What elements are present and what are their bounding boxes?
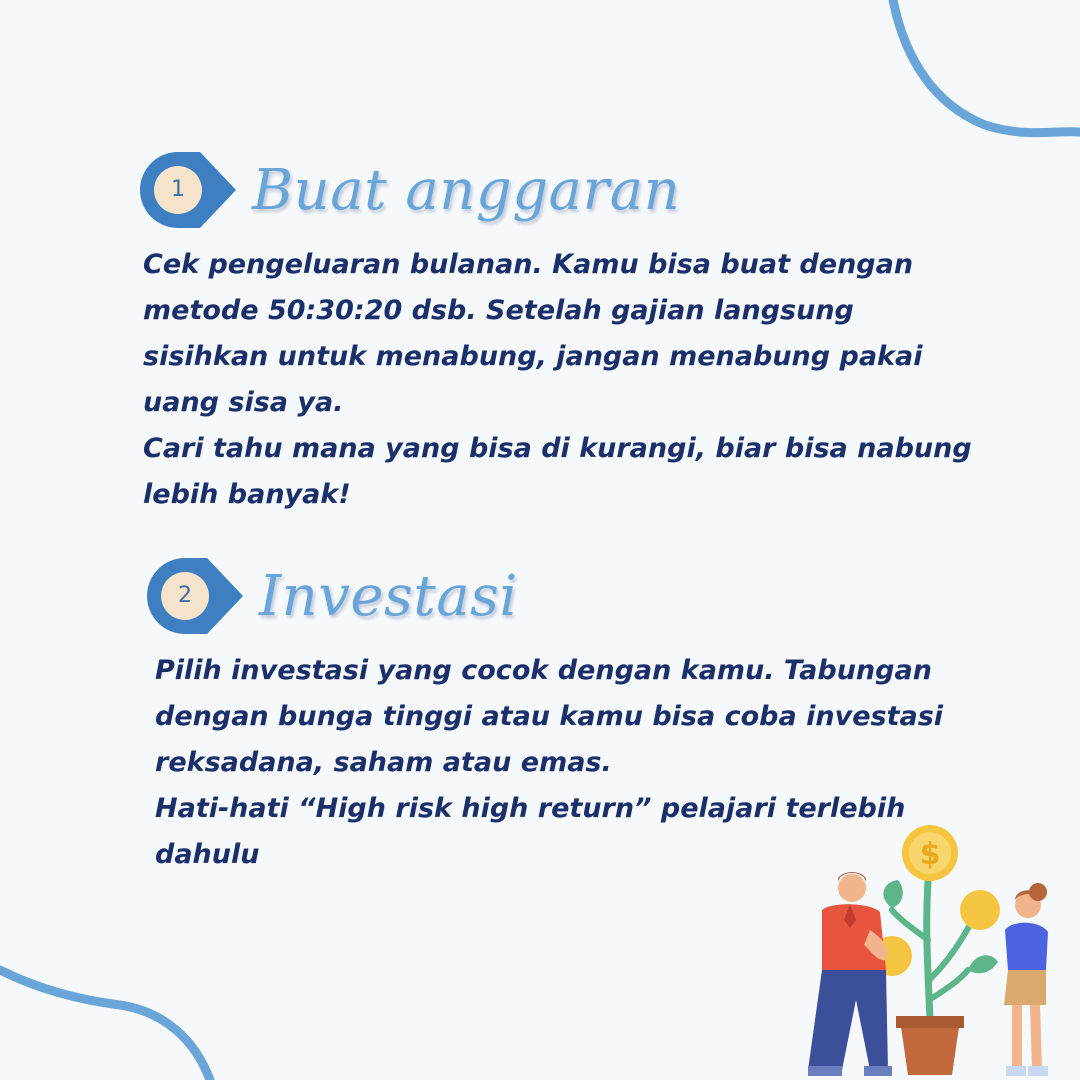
body-paragraph: Cari tahu mana yang bisa di kurangi, biar bisa nabung lebih banyak! xyxy=(143,433,972,510)
number-badge xyxy=(138,150,242,230)
body-paragraph: Hati-hati “High risk high return” pelajari terlebih dahulu xyxy=(155,793,906,870)
section-title: Investasi xyxy=(259,563,518,629)
money-tree-icon xyxy=(800,820,1060,1080)
section-title: Buat anggaran xyxy=(252,157,681,223)
section-heading-row xyxy=(138,150,680,230)
badge-number: 1 xyxy=(171,177,185,202)
badge-number: 2 xyxy=(178,583,192,608)
number-badge xyxy=(145,556,249,636)
body-paragraph: Cek pengeluaran bulanan. Kamu bisa buat dengan metode 50:30:20 dsb. Setelah gajian langsung sisihkan untuk menabung, jangan menabung pakai uang sisa ya. xyxy=(143,249,923,418)
section-heading-row xyxy=(145,556,518,636)
body-paragraph: Pilih investasi yang cocok dengan kamu. Tabungan dengan bunga tinggi atau kamu bisa coba investasi reksadana, saham atau emas. xyxy=(155,655,944,778)
coin-symbol: $ xyxy=(919,837,941,872)
section-body xyxy=(143,242,983,518)
